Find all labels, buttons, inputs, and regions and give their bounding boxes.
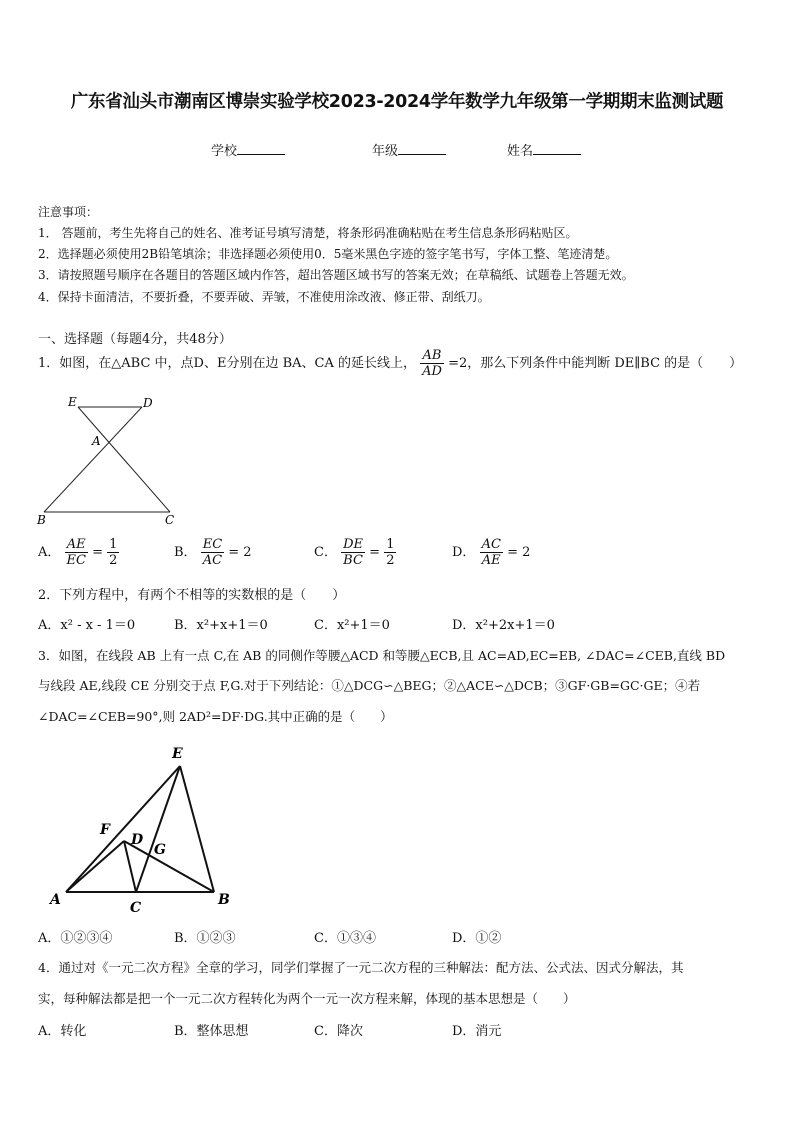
q1-text-after: =2，那么下列条件中能判断 DE∥BC 的是（ ） bbox=[448, 356, 743, 371]
note-item-1: 1． 答题前，考生先将自己的姓名、准考证号填写清楚，将条形码准确粘贴在考生信息条形码粘贴区。 bbox=[38, 226, 578, 240]
q1-option-c[interactable]: C． $\frac{DE}{BC}$ = $\frac{1}{2}$ bbox=[314, 537, 395, 568]
school-label: 学校 bbox=[211, 144, 238, 159]
school-blank bbox=[237, 142, 285, 155]
question-2-stem: 2．下列方程中，有两个不相等的实数根的是（ ） bbox=[38, 588, 346, 603]
note-item-2: 2．选择题必须使用2B铅笔填涂；非选择题必须使用0．5毫米黑色字迹的签字笔书写，字体工整、笔迹清楚。 bbox=[38, 247, 618, 261]
q1-option-d-num: AC bbox=[481, 537, 501, 552]
q1-option-c-den: BC bbox=[343, 553, 363, 568]
q2-option-d[interactable]: D．x²+2x+1＝0 bbox=[452, 618, 555, 633]
q1-option-c-rhs-num: 1 bbox=[386, 537, 395, 552]
q1-option-b-letter: B． bbox=[174, 545, 197, 560]
q1-label-a: A bbox=[92, 434, 101, 448]
q1-option-a[interactable]: A． $\frac{AE}{EC}$ = $\frac{1}{2}$ bbox=[38, 537, 118, 568]
name-field bbox=[507, 140, 581, 159]
q3-label-g: G bbox=[154, 842, 166, 858]
notes-heading: 注意事项： bbox=[38, 205, 99, 219]
q1-option-a-num: AE bbox=[65, 537, 88, 553]
q4-option-d[interactable]: D．消元 bbox=[452, 1024, 502, 1039]
q1-fraction bbox=[420, 348, 444, 379]
q1-frac-den: AD bbox=[422, 364, 442, 379]
q3-label-b: B bbox=[218, 892, 230, 908]
q3-figure bbox=[40, 738, 250, 918]
q1-text-before: 1．如图，在△ABC 中，点D、E分别在边 BA、CA 的延长线上， bbox=[38, 356, 416, 371]
q1-figure bbox=[30, 390, 190, 530]
page-title: 广东省汕头市潮南区博崇实验学校2023-2024学年数学九年级第一学期期末监测试题 bbox=[70, 92, 724, 112]
q3-label-d: D bbox=[131, 832, 144, 848]
question-1-stem bbox=[38, 348, 742, 379]
question-4-line-2: 实，每种解法都是把一个一元二次方程转化为两个一元一次方程来解，体现的基本思想是（ ） bbox=[38, 991, 576, 1006]
question-3-line-1: 3．如图，在线段 AB 上有一点 C,在 AB 的同侧作等腰△ACD 和等腰△ECB,且 AC=AD,EC=EB, ∠DAC=∠CEB,直线 BD bbox=[38, 648, 726, 663]
q3-label-c: C bbox=[130, 900, 142, 916]
q3-option-a[interactable]: A．①②③④ bbox=[38, 931, 113, 946]
q1-option-a-letter: A． bbox=[38, 545, 61, 560]
q1-option-a-rhs-den: 2 bbox=[109, 553, 118, 568]
school-field bbox=[211, 140, 285, 159]
q1-option-c-rhs-den: 2 bbox=[386, 553, 395, 568]
q1-frac-num: AB bbox=[420, 348, 444, 364]
q1-option-b-den: AC bbox=[202, 553, 223, 568]
q2-option-b[interactable]: B．x²+x+1＝0 bbox=[174, 618, 268, 633]
grade-label: 年级 bbox=[372, 144, 399, 159]
q1-option-a-rhs-num: 1 bbox=[109, 537, 118, 552]
q1-option-d-rhs: = 2 bbox=[507, 545, 531, 560]
question-4-line-1: 4．通过对《一元二次方程》全章的学习，同学们掌握了一元二次方程的三种解法：配方法、公式法、因式分解法，其 bbox=[38, 960, 684, 975]
q4-option-b[interactable]: B．整体思想 bbox=[174, 1024, 249, 1039]
q3-option-b[interactable]: B．①②③ bbox=[174, 931, 236, 946]
q1-label-e: E bbox=[68, 395, 77, 409]
q2-option-c[interactable]: C．x²+1＝0 bbox=[314, 618, 390, 633]
q3-option-c[interactable]: C．①③④ bbox=[314, 931, 376, 946]
q4-option-a[interactable]: A．转化 bbox=[38, 1024, 87, 1039]
q1-label-c: C bbox=[165, 513, 175, 527]
q3-label-a: A bbox=[50, 892, 61, 908]
q1-label-b: B bbox=[37, 513, 46, 527]
q1-option-c-letter: C． bbox=[314, 545, 337, 560]
q1-option-b[interactable] bbox=[174, 537, 252, 568]
grade-field bbox=[372, 140, 446, 159]
q3-label-e: E bbox=[172, 746, 183, 762]
q1-option-d[interactable] bbox=[452, 537, 530, 568]
q1-option-b-num: EC bbox=[202, 537, 223, 552]
note-item-4: 4．保持卡面清洁，不要折叠，不要弄破、弄皱，不准使用涂改液、修正带、刮纸刀。 bbox=[38, 290, 490, 304]
q3-option-d[interactable]: D．①② bbox=[452, 931, 502, 946]
name-blank bbox=[533, 142, 581, 155]
q1-option-a-den: EC bbox=[66, 553, 86, 568]
q2-option-a[interactable]: A．x² - x - 1＝0 bbox=[38, 618, 136, 633]
note-item-3: 3．请按照题号顺序在各题目的答题区域内作答，超出答题区域书写的答案无效；在草稿纸、试题卷上答题无效。 bbox=[38, 268, 634, 282]
q3-label-f: F bbox=[100, 822, 110, 838]
question-3-line-2: 与线段 AE,线段 CE 分别交于点 F,G.对于下列结论：①△DCG∽△BEG；②△ACE∽△DCB；③GF·GB=GC·GE；④若 bbox=[38, 678, 701, 693]
q1-option-d-letter: D． bbox=[452, 545, 476, 560]
q1-label-d: D bbox=[143, 396, 153, 410]
name-label: 姓名 bbox=[507, 144, 534, 159]
question-3-line-3: ∠DAC=∠CEB=90°,则 2AD²=DF·DG.其中正确的是（ ） bbox=[38, 709, 393, 724]
q1-option-d-den: AE bbox=[481, 553, 501, 568]
q4-option-c[interactable]: C．降次 bbox=[314, 1024, 363, 1039]
q1-option-b-rhs: = 2 bbox=[228, 545, 252, 560]
q1-option-c-num: DE bbox=[343, 537, 364, 552]
grade-blank bbox=[398, 142, 446, 155]
section-heading: 一、选择题（每题4分，共48分） bbox=[38, 332, 232, 347]
